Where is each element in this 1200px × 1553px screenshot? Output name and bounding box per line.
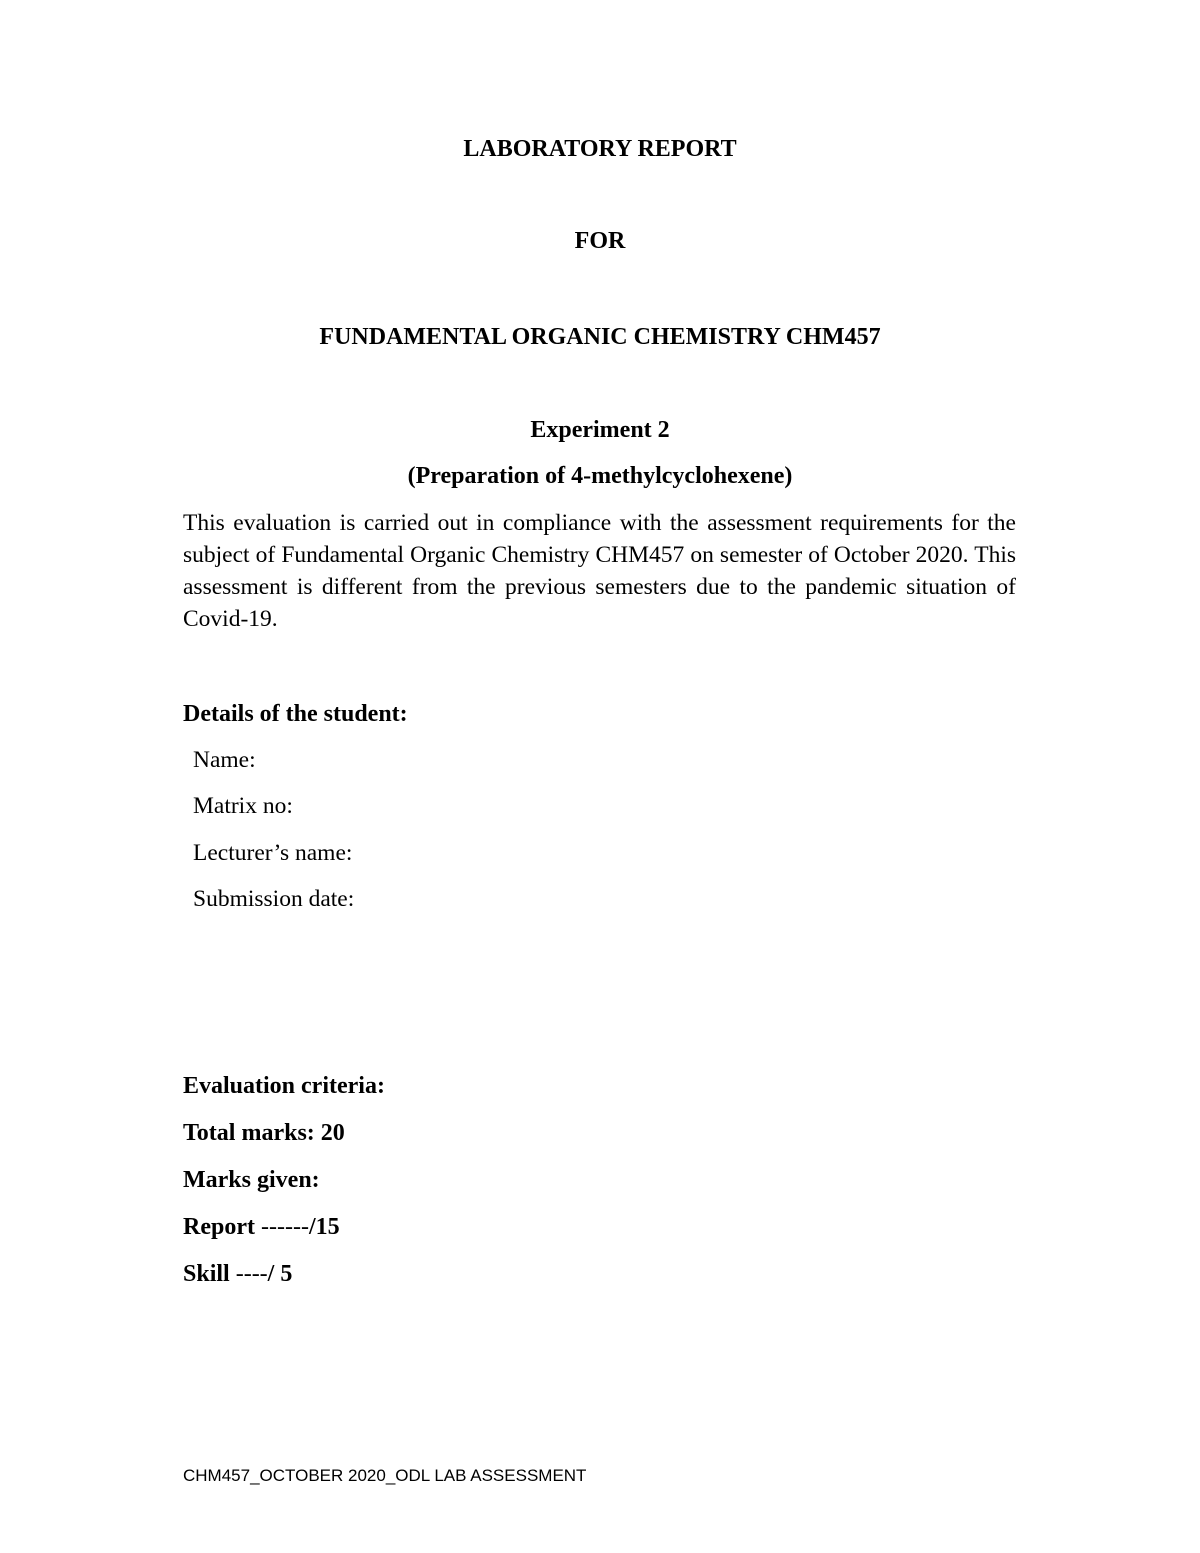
skill-marks-line bbox=[183, 1259, 292, 1289]
report-max-score: /15 bbox=[308, 1214, 340, 1240]
report-title: LABORATORY REPORT bbox=[463, 136, 737, 162]
skill-blank: ---- bbox=[235, 1261, 268, 1287]
intro-paragraph: This evaluation is carried out in compliance with the assessment requirements for the subject of Fundamental Organic Chemistry CHM457 on semester of October 2020. This assessment is different from the previous semesters due to the pandemic situation of Covid-19. bbox=[183, 510, 1016, 632]
skill-max-score: / 5 bbox=[267, 1261, 293, 1287]
experiment-number: Experiment 2 bbox=[530, 417, 670, 443]
page-footer: CHM457_OCTOBER 2020_ODL LAB ASSESSMENT bbox=[183, 1466, 587, 1485]
name-field: Name: bbox=[193, 747, 256, 773]
submission-date-field: Submission date: bbox=[193, 886, 355, 912]
skill-label: Skill bbox=[183, 1261, 230, 1287]
report-marks-line bbox=[183, 1212, 340, 1242]
report-label: Report bbox=[183, 1214, 255, 1240]
evaluation-criteria-heading: Evaluation criteria: bbox=[183, 1073, 385, 1099]
marks-given-label: Marks given: bbox=[183, 1167, 320, 1193]
matrix-no-field: Matrix no: bbox=[193, 793, 293, 819]
student-details-heading: Details of the student: bbox=[183, 701, 408, 727]
experiment-title: (Preparation of 4-methylcyclohexene) bbox=[407, 463, 793, 489]
for-label: FOR bbox=[574, 228, 626, 254]
course-title: FUNDAMENTAL ORGANIC CHEMISTRY CHM457 bbox=[319, 324, 881, 350]
report-blank: ------ bbox=[260, 1214, 309, 1240]
total-marks: Total marks: 20 bbox=[183, 1120, 345, 1146]
lecturer-name-field: Lecturer’s name: bbox=[193, 840, 353, 866]
